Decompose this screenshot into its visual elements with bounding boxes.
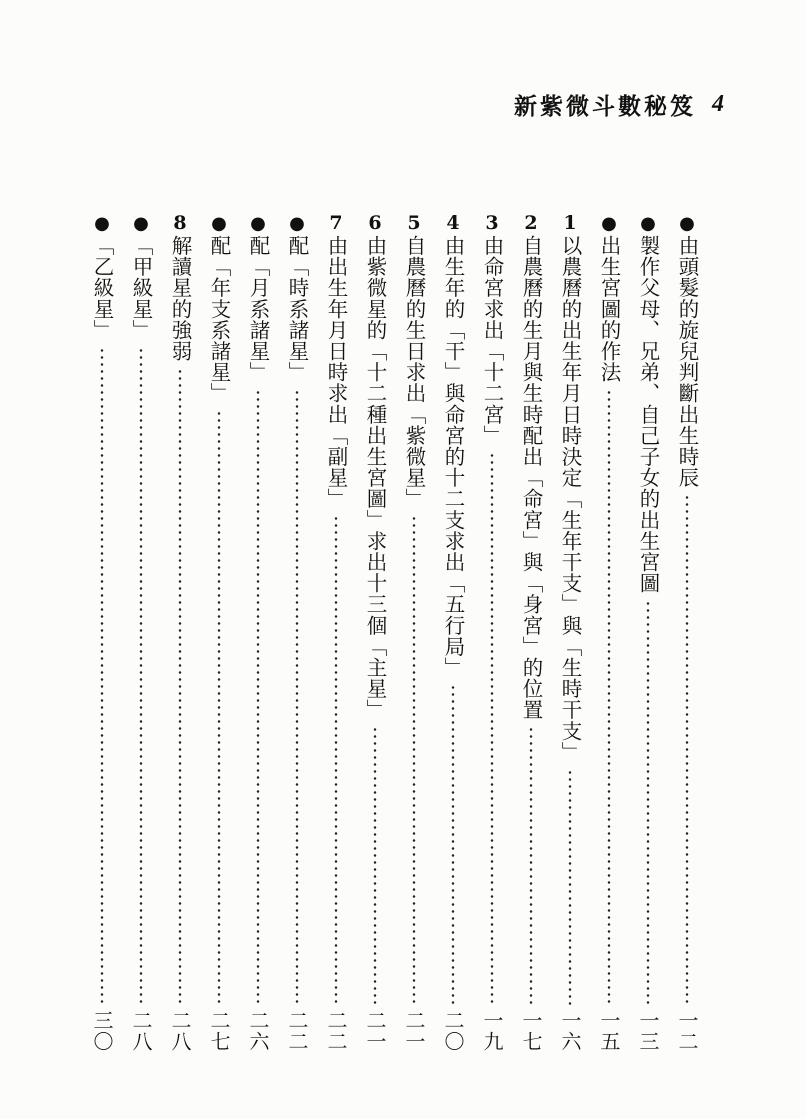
table-of-contents [78,212,702,1052]
toc-marker: 5 [407,212,421,234]
toc-marker: 4 [446,212,460,234]
dot-leader [529,726,533,1006]
toc-page: 一五 [597,1010,621,1052]
toc-title: 解讀星的強弱 [168,235,192,362]
toc-page: 二一 [402,1010,426,1052]
dot-leader [490,452,494,1006]
toc-title: 自農曆的生月與生時配出「命宮」與「身宮」的位置 [519,235,543,721]
toc-page: 一六 [558,1010,582,1052]
toc-entry[interactable] [555,212,585,1052]
toc-page: 二一 [363,1010,387,1052]
toc-marker: 6 [368,212,382,234]
toc-title: 「乙級星」 [90,235,114,341]
toc-entry[interactable] [243,212,273,1052]
toc-title: 配「時系諸星」 [285,235,309,383]
toc-entry[interactable] [204,212,234,1052]
toc-marker: ● [640,213,656,234]
toc-title: 配「月系諸星」 [246,235,270,383]
toc-marker: 2 [524,212,538,234]
toc-title: 製作父母、兄弟、自己子女的出生宮圖 [636,235,660,594]
dot-leader [451,684,455,1006]
toc-title: 以農曆的出生年月日時決定「生年干支」與「生時干支」 [558,235,582,763]
toc-marker: ● [133,213,149,234]
running-title: 新紫微斗數秘笈 [514,92,696,120]
dot-leader [568,769,572,1007]
toc-page: 二六 [246,1010,270,1052]
toc-title: 自農曆的生日求出「紫微星」 [402,235,426,510]
toc-marker: ● [289,213,305,234]
toc-page: 二〇 [441,1010,465,1052]
toc-page: 一二 [675,1010,699,1052]
toc-entry[interactable] [594,212,624,1052]
toc-page: 二八 [168,1010,192,1052]
toc-entry[interactable] [360,212,390,1052]
toc-title: 由生年的「干」與命宮的十二支求出「五行局」 [441,235,465,679]
toc-entry[interactable] [126,212,156,1052]
toc-entry[interactable] [87,212,117,1052]
toc-page: 一三 [636,1010,660,1052]
dot-leader [412,515,416,1006]
toc-entry[interactable] [672,212,702,1052]
page-number: 4 [712,90,724,117]
toc-marker: 1 [563,212,577,234]
toc-page: 一七 [519,1010,543,1052]
toc-title: 由命宮求出「十二宮」 [480,235,504,446]
dot-leader [217,410,221,1006]
toc-marker: 3 [485,212,499,234]
toc-title: 由出生年月日時求出「副星」 [324,235,348,510]
toc-entry[interactable] [321,212,351,1052]
toc-marker: ● [679,213,695,234]
toc-marker: ● [601,213,617,234]
dot-leader [607,389,611,1006]
toc-title: 「甲級星」 [129,235,153,341]
dot-leader [685,494,689,1006]
dot-leader [334,515,338,1006]
toc-entry[interactable] [516,212,546,1052]
toc-entry[interactable] [399,212,429,1052]
dot-leader [139,347,143,1007]
toc-page: 一九 [480,1010,504,1052]
toc-title: 配「年支系諸星」 [207,235,231,404]
toc-marker: ● [211,213,227,234]
toc-title: 由頭髮的旋兒判斷出生時辰 [675,235,699,489]
toc-title: 出生宮圖的作法 [597,235,621,383]
toc-entry[interactable] [477,212,507,1052]
dot-leader [256,389,260,1006]
toc-entry[interactable] [438,212,468,1052]
dot-leader [295,389,299,1006]
toc-entry[interactable] [633,212,663,1052]
toc-marker: 8 [173,212,187,234]
toc-marker: ● [94,213,110,234]
toc-page: 二二 [324,1010,348,1052]
toc-page: 二八 [129,1010,153,1052]
running-header [436,86,696,122]
dot-leader [646,600,650,1006]
toc-marker: ● [250,213,266,234]
toc-title: 由紫微星的「十二種出生宮圖」求出十三個「主星」 [363,235,387,721]
toc-entry[interactable] [165,212,195,1052]
toc-page: 二七 [207,1010,231,1052]
dot-leader [100,347,104,1007]
dot-leader [373,726,377,1006]
dot-leader [178,368,182,1006]
toc-page: 二二 [285,1010,309,1052]
toc-page: 三〇 [90,1010,114,1052]
toc-entry[interactable] [282,212,312,1052]
toc-marker: 7 [329,212,343,234]
